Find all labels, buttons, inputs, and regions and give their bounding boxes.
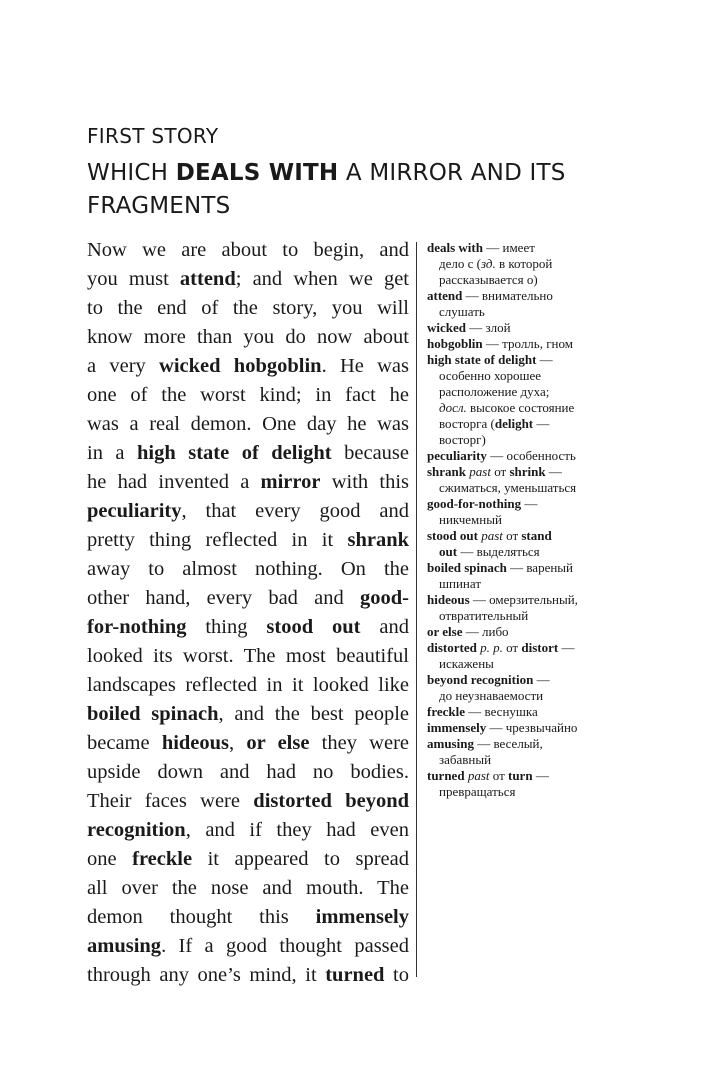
glossary-entry: [427, 496, 627, 528]
glossary-text: искажены: [439, 656, 494, 671]
glossary-text: забавный: [439, 752, 492, 767]
story-line: [87, 294, 409, 323]
story-text: one of the worst kind; in fact he: [87, 384, 409, 406]
glossary-italic: past: [467, 768, 490, 783]
glossary-text: —: [533, 416, 550, 431]
story-line: [87, 903, 409, 932]
story-text: . He was: [321, 355, 409, 377]
glossary-text: — злой: [466, 320, 511, 335]
glossary-term: immensely: [427, 720, 487, 735]
glossary-text: — выделяться: [457, 544, 540, 559]
story-line: [87, 236, 409, 265]
glossary-text: расположение духа;: [439, 384, 550, 399]
glossary-text: особенно хорошее: [439, 368, 542, 383]
glossary-line: [427, 736, 627, 752]
story-term: for-nothing: [87, 616, 187, 638]
story-term: peculiarity: [87, 500, 182, 522]
story-term: turned: [325, 964, 385, 986]
glossary-text: — внимательно: [462, 288, 553, 303]
story-line: [87, 874, 409, 903]
glossary-text: —: [536, 352, 553, 367]
story-line: [87, 584, 409, 613]
story-line: [87, 526, 409, 555]
glossary-line: [427, 592, 627, 608]
story-term: wicked hobgoblin: [159, 355, 322, 377]
glossary-term: turn: [508, 768, 533, 783]
story-term: hideous: [161, 732, 230, 754]
story-text: Their faces were: [87, 790, 254, 812]
glossary-line: [427, 512, 627, 528]
glossary-text: —: [521, 496, 538, 511]
story-text: because: [331, 442, 409, 464]
glossary-line: [427, 400, 627, 416]
glossary-term: distort: [521, 640, 559, 655]
story-text: other hand, every bad and: [87, 587, 361, 609]
story-text: and: [360, 616, 409, 638]
glossary-entry: [427, 640, 627, 672]
story-line: [87, 381, 409, 410]
story-text: you must: [87, 268, 180, 290]
glossary-text: — чрезвычайно: [486, 720, 578, 735]
story-text: a very: [87, 355, 160, 377]
glossary-term: or else: [427, 624, 463, 639]
glossary-line: [427, 640, 627, 656]
story-text: landscapes reflected in it looked like: [87, 674, 409, 696]
story-text: one: [87, 848, 133, 870]
glossary-entry: [427, 720, 627, 736]
glossary-text: восторга (: [439, 416, 495, 431]
glossary-text: — веснушка: [465, 704, 538, 719]
glossary-entry: [427, 320, 627, 336]
glossary-text: до неузнаваемости: [439, 688, 544, 703]
story-text: [87, 236, 409, 990]
story-text: away to almost nothing. On the: [87, 558, 409, 580]
story-term: shrank: [347, 529, 409, 551]
glossary-text: сжиматься, уменьшаться: [439, 480, 577, 495]
glossary-line: [427, 720, 627, 736]
glossary-text: от: [502, 528, 522, 543]
story-text: it appeared to spread: [192, 848, 409, 870]
glossary-line: [427, 464, 627, 480]
story-text: thing: [186, 616, 267, 638]
glossary-term: beyond recognition: [427, 672, 534, 687]
story-term: mirror: [260, 471, 321, 493]
story-line: [87, 352, 409, 381]
glossary-italic: зд.: [480, 256, 496, 271]
glossary-text: высокое состояние: [466, 400, 575, 415]
glossary-term: shrink: [509, 464, 546, 479]
glossary-entry: [427, 672, 627, 704]
story-line: [87, 468, 409, 497]
story-line: [87, 671, 409, 700]
story-term: distorted beyond: [253, 790, 409, 812]
margin-divider: [416, 242, 417, 977]
glossary-text: восторг): [439, 432, 486, 447]
glossary-text: — омерзительный,: [469, 592, 578, 607]
story-text: to: [384, 964, 409, 986]
glossary-entry: [427, 464, 627, 496]
story-text: he had invented a: [87, 471, 261, 493]
glossary-text: от: [502, 640, 522, 655]
glossary-text: —: [532, 768, 549, 783]
glossary-term: freckle: [427, 704, 466, 719]
glossary-term: boiled spinach: [427, 560, 507, 575]
glossary-line: [427, 384, 627, 400]
story-text: ; and when we get: [235, 268, 409, 290]
story-term: good-: [360, 587, 409, 609]
chapter-title: [87, 157, 587, 223]
story-line: [87, 845, 409, 874]
glossary-term: deals with: [427, 240, 483, 255]
glossary-term: amusing: [427, 736, 474, 751]
story-term: boiled spinach: [87, 703, 219, 725]
glossary-line: [427, 784, 627, 800]
glossary-line: [427, 576, 627, 592]
glossary-entry: [427, 624, 627, 640]
glossary-text: отвратительный: [439, 608, 529, 623]
glossary-text: —: [545, 464, 562, 479]
story-text: , and the best people: [218, 703, 409, 725]
story-text: pretty thing reflected in it: [87, 529, 348, 551]
story-line: [87, 700, 409, 729]
glossary-text: — имеет: [482, 240, 535, 255]
glossary-term: turned: [427, 768, 465, 783]
glossary-text: — тролль, гном: [482, 336, 573, 351]
story-term: freckle: [132, 848, 193, 870]
glossary-term: out: [439, 544, 458, 559]
glossary-line: [427, 432, 627, 448]
chapter-title-line2: FRAGMENTS: [87, 193, 231, 219]
glossary-term: hideous: [427, 592, 470, 607]
glossary-term: high state of delight: [427, 352, 537, 367]
story-text: was a real demon. One day he was: [87, 413, 409, 435]
glossary-line: [427, 672, 627, 688]
glossary-text: от: [489, 768, 508, 783]
story-term: or else: [246, 732, 310, 754]
story-line: [87, 932, 409, 961]
glossary-line: [427, 656, 627, 672]
glossary-entry: [427, 736, 627, 768]
story-line: [87, 787, 409, 816]
glossary-line: [427, 288, 627, 304]
chapter-title-bold: DEALS WITH: [175, 160, 339, 186]
story-text: , that every good and: [181, 500, 409, 522]
story-text: demon thought this: [87, 906, 316, 928]
chapter-label: FIRST STORY: [87, 124, 219, 148]
glossary-entry: [427, 592, 627, 624]
story-line: [87, 642, 409, 671]
glossary-line: [427, 752, 627, 768]
story-text: they were: [309, 732, 410, 754]
glossary-text: превращаться: [439, 784, 516, 799]
story-text: looked its worst. The most beautiful: [87, 645, 409, 667]
glossary-text: —: [533, 672, 550, 687]
story-line: [87, 555, 409, 584]
glossary-line: [427, 272, 627, 288]
story-term: amusing: [87, 935, 162, 957]
story-text: with this: [320, 471, 409, 493]
glossary-entry: [427, 528, 627, 560]
glossary-line: [427, 480, 627, 496]
glossary-line: [427, 336, 627, 352]
glossary-term: stood out: [427, 528, 478, 543]
glossary-term: distorted: [427, 640, 477, 655]
glossary-column: [427, 240, 627, 800]
glossary-entry: [427, 560, 627, 592]
glossary-line: [427, 448, 627, 464]
story-text: Now we are about to begin, and: [87, 239, 409, 261]
story-line: [87, 758, 409, 787]
glossary-entry: [427, 768, 627, 800]
glossary-line: [427, 528, 627, 544]
story-text: in a: [87, 442, 138, 464]
glossary-italic: p. p.: [480, 640, 503, 655]
story-text: all over the nose and mouth. The: [87, 877, 409, 899]
glossary-text: — веселый,: [473, 736, 543, 751]
story-text: upside down and had no bodies.: [87, 761, 409, 783]
glossary-line: [427, 560, 627, 576]
glossary-entry: [427, 704, 627, 720]
glossary-text: — вареный: [506, 560, 573, 575]
story-line: [87, 729, 409, 758]
glossary-term: delight: [494, 416, 534, 431]
glossary-line: [427, 688, 627, 704]
glossary-text: —: [558, 640, 575, 655]
story-line: [87, 410, 409, 439]
glossary-text: — либо: [462, 624, 509, 639]
chapter-title-prefix: WHICH: [87, 160, 176, 186]
story-term: attend: [179, 268, 236, 290]
glossary-term: hobgoblin: [427, 336, 483, 351]
glossary-text: от: [490, 464, 510, 479]
story-line: [87, 439, 409, 468]
glossary-italic: past: [469, 464, 491, 479]
glossary-entry: [427, 448, 627, 464]
glossary-term: shrank: [427, 464, 467, 479]
glossary-text: в которой: [495, 256, 553, 271]
glossary-text: никчемный: [439, 512, 502, 527]
chapter-title-suffix: A MIRROR AND ITS: [338, 160, 566, 186]
glossary-line: [427, 240, 627, 256]
glossary-text: — особенность: [486, 448, 576, 463]
glossary-line: [427, 704, 627, 720]
story-text: . If a good thought passed: [161, 935, 409, 957]
glossary-line: [427, 608, 627, 624]
glossary-term: peculiarity: [427, 448, 487, 463]
glossary-line: [427, 544, 627, 560]
glossary-line: [427, 304, 627, 320]
glossary-line: [427, 416, 627, 432]
story-line: [87, 323, 409, 352]
glossary-term: wicked: [427, 320, 466, 335]
glossary-entry: [427, 352, 627, 448]
glossary-term: good-for-nothing: [427, 496, 522, 511]
glossary-term: attend: [427, 288, 463, 303]
glossary-line: [427, 320, 627, 336]
glossary-entry: [427, 288, 627, 320]
story-term: high state of delight: [137, 442, 332, 464]
glossary-entry: [427, 336, 627, 352]
glossary-line: [427, 768, 627, 784]
glossary-text: шпинат: [439, 576, 481, 591]
glossary-line: [427, 368, 627, 384]
story-text: , and if they had even: [185, 819, 409, 841]
glossary-line: [427, 496, 627, 512]
story-line: [87, 265, 409, 294]
story-term: recognition: [87, 819, 186, 841]
glossary-line: [427, 624, 627, 640]
story-text: through any one’s mind, it: [87, 964, 326, 986]
story-line: [87, 961, 409, 990]
story-term: stood out: [266, 616, 361, 638]
glossary-text: дело с (: [439, 256, 481, 271]
glossary-italic: досл.: [439, 400, 467, 415]
story-text: to the end of the story, you will: [87, 297, 409, 319]
story-text: know more than you do now about: [87, 326, 409, 348]
story-line: [87, 816, 409, 845]
glossary-text: рассказывается о): [439, 272, 538, 287]
story-text: ,: [229, 732, 247, 754]
story-line: [87, 497, 409, 526]
story-text: became: [87, 732, 162, 754]
glossary-italic: past: [481, 528, 503, 543]
glossary-text: слушать: [439, 304, 485, 319]
story-term: immensely: [315, 906, 409, 928]
glossary-term: stand: [521, 528, 552, 543]
glossary-entry: [427, 240, 627, 288]
glossary-line: [427, 352, 627, 368]
story-line: [87, 613, 409, 642]
glossary-line: [427, 256, 627, 272]
